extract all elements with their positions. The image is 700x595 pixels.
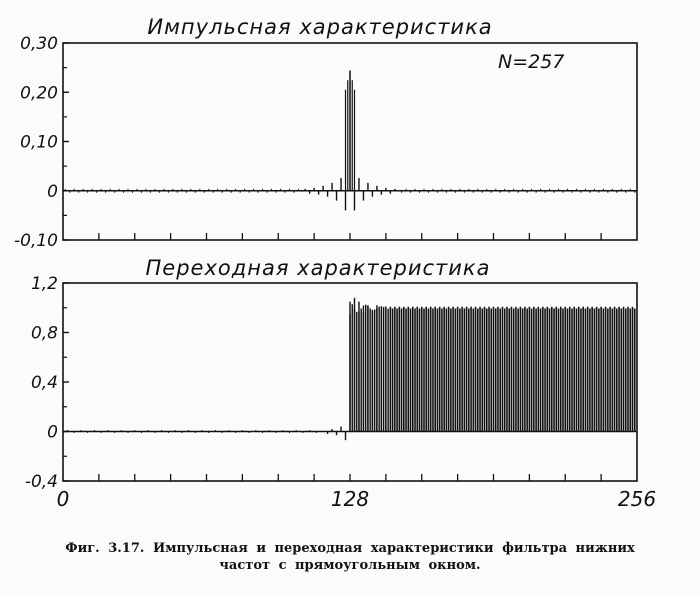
- y-tick-label: -0,10: [14, 231, 58, 251]
- impulse-response-chart: [14, 15, 637, 251]
- y-tick-label: 0,20: [20, 83, 58, 104]
- caption-line-1: Фиг. 3.17. Импульсная и переходная характеристики фильтра нижних: [65, 541, 635, 556]
- chart1-title: Импульсная характеристика: [147, 15, 493, 39]
- caption-line-2: частот с прямоугольным окном.: [219, 558, 481, 573]
- figure-caption: [30, 540, 670, 574]
- x-tick-label: 0: [56, 487, 70, 511]
- chart2-title: Переходная характеристика: [145, 256, 491, 280]
- y-tick-label: 0,4: [30, 373, 58, 393]
- chart1-annotation: N=257: [498, 51, 565, 73]
- y-tick-label: 1,2: [30, 274, 58, 294]
- y-tick-label: 0: [47, 181, 58, 202]
- y-tick-label: 0,30: [20, 34, 58, 54]
- y-tick-label: 0,8: [30, 323, 58, 344]
- x-tick-label: 128: [330, 487, 370, 511]
- y-tick-label: 0,10: [20, 132, 58, 153]
- step-response-chart: [25, 256, 656, 511]
- y-tick-label: -0,4: [24, 472, 58, 492]
- x-tick-label: 256: [617, 487, 657, 511]
- y-tick-label: 0: [47, 422, 58, 443]
- chart2-marks: [25, 274, 656, 511]
